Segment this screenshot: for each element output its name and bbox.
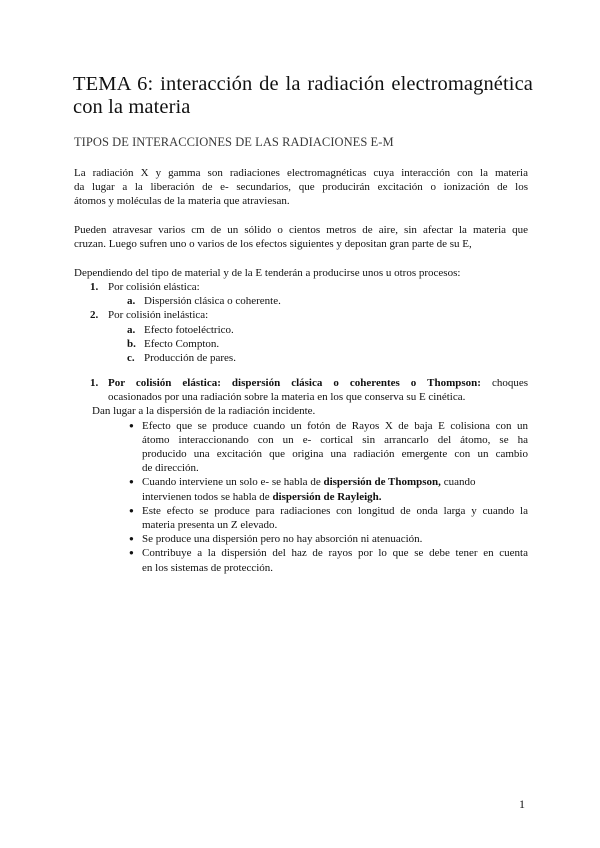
list-item: ● Este efecto se produce para radiaciones con longitud de onda larga y cuando la materia presenta un Z elevado.	[129, 504, 528, 532]
paragraph-propagation: Pueden atravesar varios cm de un sólido o cientos metros de aire, sin afectar la materia que cruzan. Luego sufren uno o varios de los efectos siguientes y depositan gran parte de su E,	[74, 224, 528, 251]
bullet-icon: ●	[129, 505, 134, 515]
list-item: ● Se produce una dispersión pero no hay absorción ni atenuación.	[129, 533, 423, 546]
section-heading: Por colisión elástica: dispersión clásica o coherentes o Thompson: choques	[108, 377, 529, 389]
list-item: ● Cuando interviene un solo e- se habla de dispersión de Thompson, cuando intervienen todos se habla de dispersión de Rayleigh.	[129, 476, 476, 503]
section-elastic-collision: 1. Por colisión elástica: dispersión clásica o coherentes o Thompson: choques ocasionados por una radiación sobre la materia en los que conserva su E cinética. Dan lugar a la dispersión de la radiación incidente. ● Efecto que se produce cuando un fotón de Rayos X de baja E colisiona con un átomo interaccionando con un e- cortical sin arrancarlo del átomo, se ha producido una excitación que origina una radiación emergente con un cambio de dirección. ● Cuando interviene un solo e- se habla de dispersión de Thompson, cuando intervienen todos se habla de dispersión de Rayleigh. ● Este efecto se produce para radiaciones con longitud de onda larga y cuando la materia presenta un Z elevado. ● Se produce una dispersión pero no hay absorción ni atenuación. ● Contribuye a la dispersión del haz de rayos por lo que se debe tener en cuenta en los sistemas de protección.	[90, 377, 529, 574]
bullet-list	[90, 419, 528, 575]
list-item: ● Contribuye a la dispersión del haz de rayos por lo que se debe tener en cuenta en los sistemas de protección.	[129, 547, 528, 574]
bullet-icon: ●	[129, 420, 134, 430]
bullet-icon: ●	[129, 534, 134, 544]
page-title: TEMA 6: interacción de la radiación electromagnética con la materia	[73, 73, 533, 118]
section-subtitle: TIPOS DE INTERACCIONES DE LAS RADIACIONES E-M	[74, 135, 394, 149]
list-item: ● Efecto que se produce cuando un fotón de Rayos X de baja E colisiona con un átomo interaccionando con un e- cortical sin arrancarlo del átomo, se ha producido una excitación que origina una radiación emergente con un cambio de dirección.	[129, 419, 528, 475]
bullet-icon: ●	[129, 477, 134, 487]
bullet-icon: ●	[129, 548, 134, 558]
document-page: TEMA 6: interacción de la radiación electromagnética con la materia TIPOS DE INTERACCIONES DE LAS RADIACIONES E-M La radiación X y gamma son radiaciones electromagnéticas cuya interacción con la materia da lugar a la liberación de e- secundarios, que producirán excitación o ionización de los átomos y moléculas de la materia que atraviesan. Pueden atravesar varios cm de un sólido o cientos metros de aire, sin afectar la materia que cruzan. Luego sufren uno o varios de los efectos siguientes y depositan gran parte de su E, Dependiendo del tipo de material y de la E tenderán a producirse unos u otros procesos: 1. Por colisión elástica: a. Dispersión clásica o coherente. 2. Por colisión inelástica: a. Efecto fotoeléctrico. b. Efecto Compton. c. Producción de pares. 1. Por colisión elástica: dispersión clásica o coherentes o Thompson: choques ocasionados por una radiación sobre la materia en los que conserva su E cinética. Dan lugar a la dispersión de la radiación incidente. ● Efecto que se produce cuando un fotón de Rayos X de baja E colisiona con un átomo interaccionando con un e- cortical sin arrancarlo del átomo, se ha producido una excitación que origina una radiación emergente con un cambio de dirección. ● Cuando interviene un solo e- se habla de dispersión de Thompson, cuando intervienen todos se habla de dispersión de Rayleigh. ● Este efecto se produce para radiaciones con longitud de onda larga y cuando la materia presenta un Z elevado. ● Se produce una dispersión pero no hay absorción ni atenuación. ● Contribuye a la dispersión del haz de rayos por lo que se debe tener en cuenta en los sistemas de protección. 1	[73, 73, 533, 811]
paragraph-intro: La radiación X y gamma son radiaciones electromagnéticas cuya interacción con la materia da lugar a la liberación de e- secundarios, que producirán excitación o ionización de los átomos y moléculas de la materia que atraviesan.	[74, 167, 528, 208]
paragraph-processes-intro: Dependiendo del tipo de material y de la E tenderán a producirse unos u otros procesos:	[74, 267, 461, 279]
page-number: 1	[519, 797, 525, 811]
